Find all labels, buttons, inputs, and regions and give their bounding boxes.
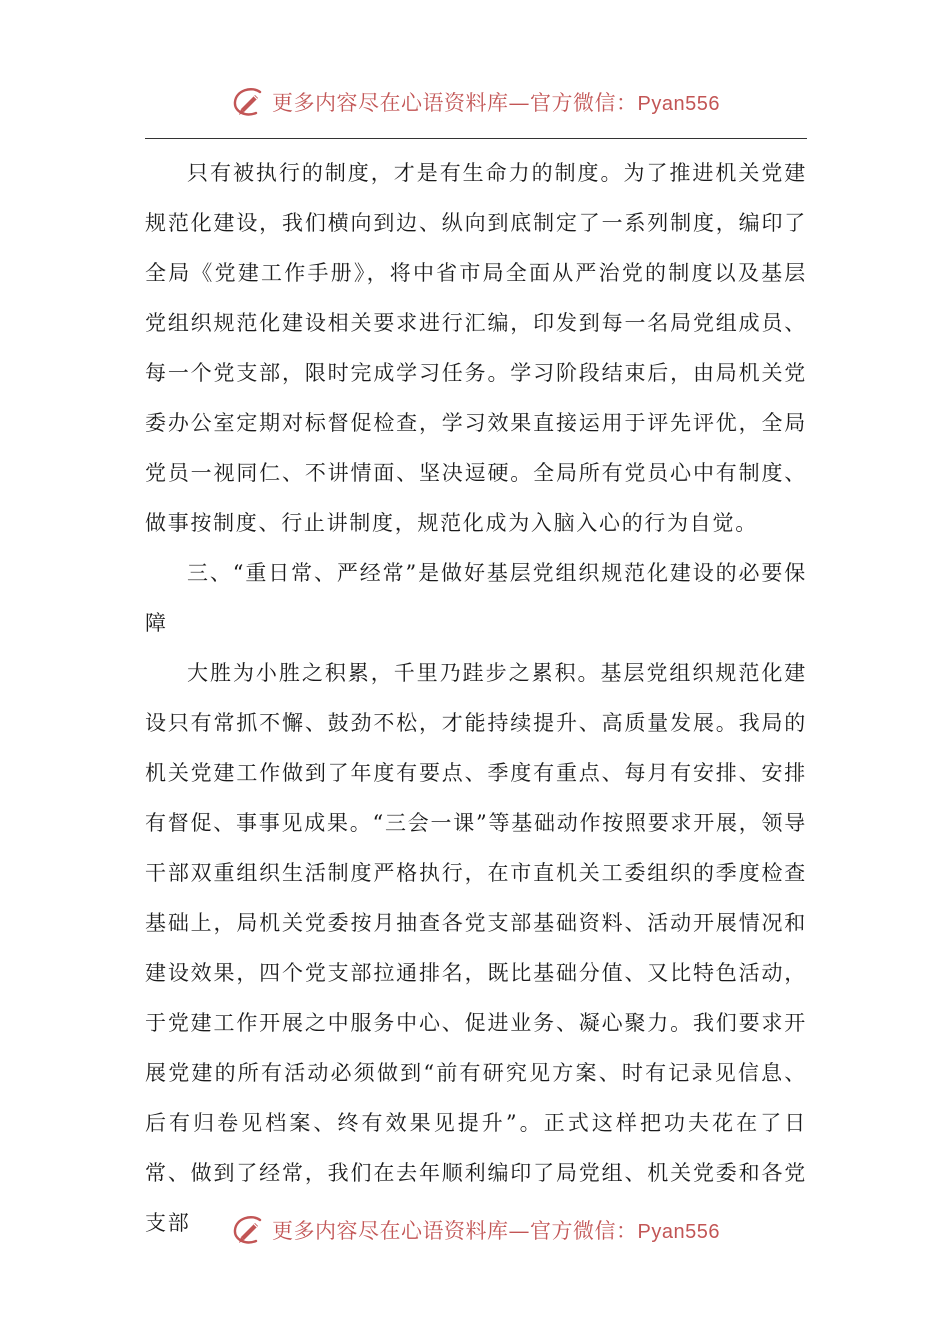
header-wechat-id: Pyan556 [637, 93, 720, 115]
pen-logo-icon [230, 84, 266, 120]
paragraph: 只有被执行的制度，才是有生命力的制度。为了推进机关党建规范化建设，我们横向到边、纵向到底制定了一系列制度，编印了全局《党建工作手册》，将中省市局全面从严治党的制度以及基层党组织规范化建设相关要求进行汇编，印发到每一名局党组成员、每一个党支部，限时完成学习任务。学习阶段结束后，由局机关党委办公室定期对标督促检查，学习效果直接运用于评先评优，全局党员一视同仁、不讲情面、坚决逗硬。全局所有党员心中有制度、做事按制度、行止讲制度，规范化成为入脑入心的行为自觉。 [145, 161, 807, 535]
paragraph: 大胜为小胜之积累，千里乃跬步之累积。基层党组织规范化建设只有常抓不懈、鼓劲不松，才能持续提升、高质量发展。我局的机关党建工作做到了年度有要点、季度有重点、每月有安排、安排有督促、事事见成果。“三会一课”等基础动作按照要求开展，领导干部双重组织生活制度严格执行，在市直机关工委组织的季度检查基础上，局机关党委按月抽查各党支部基础资料、活动开展情况和建设效果，四个党支部拉通排名，既比基础分值、又比特色活动，于党建工作开展之中服务中心、促进业务、凝心聚力。我们要求开展党建的所有活动必须做到“前有研究见方案、时有记录见信息、后有归卷见档案、终有效果见提升”。正式这样把功夫花在了日常、做到了经常，我们在去年顺利编印了局党组、机关党委和各党支部 [145, 661, 807, 1235]
footer-wechat-id: Pyan556 [637, 1221, 720, 1243]
header-divider [145, 138, 807, 139]
document-body [145, 148, 807, 1248]
header-watermark-text: 更多内容尽在心语资料库—官方微信：Pyan556 [272, 91, 720, 115]
section-heading: 三、“重日常、严经常”是做好基层党组织规范化建设的必要保障 [145, 561, 807, 635]
pen-logo-icon [230, 1212, 266, 1248]
footer-watermark-text: 更多内容尽在心语资料库—官方微信：Pyan556 [272, 1219, 720, 1243]
footer-watermark [0, 1210, 950, 1250]
header-watermark [0, 82, 950, 122]
